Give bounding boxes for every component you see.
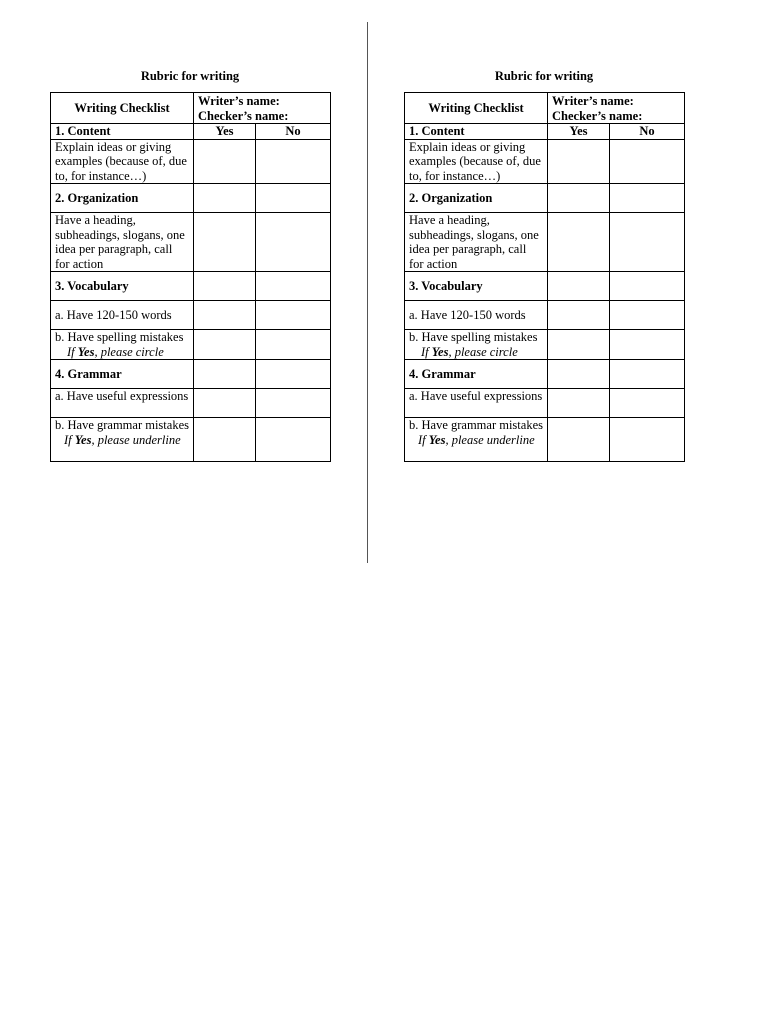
organization-heading: 2. Organization [405, 184, 548, 213]
names-cell[interactable] [194, 93, 331, 124]
no-check-cell[interactable] [256, 272, 331, 301]
yes-check-cell[interactable] [548, 389, 610, 418]
vocab-item-a-row [51, 301, 331, 330]
underline-instruction [55, 433, 189, 448]
writing-checklist-header: Writing Checklist [405, 93, 548, 124]
grammar-item-b-cell [51, 418, 194, 462]
yes-check-cell[interactable] [194, 418, 256, 462]
grammar-item-a-row [51, 389, 331, 418]
checker-name-label: Checker’s name: [552, 108, 643, 123]
yes-check-cell[interactable] [194, 184, 256, 213]
content-heading: 1. Content [51, 124, 194, 140]
organization-item-row [405, 213, 685, 272]
note-yes: Yes [431, 344, 449, 359]
yes-check-cell[interactable] [194, 301, 256, 330]
content-item-text: Explain ideas or giving examples (because of, due to, for instance…) [51, 139, 194, 184]
organization-item-text: Have a heading, subheadings, slogans, one idea per paragraph, call for action [51, 213, 194, 272]
organization-heading-row [405, 184, 685, 213]
grammar-item-b-row [405, 418, 685, 462]
no-check-cell[interactable] [610, 330, 685, 360]
yes-check-cell[interactable] [548, 184, 610, 213]
vocab-item-b-text: b. Have spelling mistakes [409, 330, 538, 344]
organization-item-row [51, 213, 331, 272]
no-check-cell[interactable] [256, 418, 331, 462]
vocabulary-heading-row [405, 272, 685, 301]
grammar-item-b-text: b. Have grammar mistakes [55, 418, 189, 432]
content-item-text: Explain ideas or giving examples (because of, due to, for instance…) [405, 139, 548, 184]
vocab-item-a-text: a. Have 120-150 words [51, 301, 194, 330]
yes-check-cell[interactable] [548, 301, 610, 330]
note-yes: Yes [74, 432, 92, 447]
vocab-item-b-cell [51, 330, 194, 360]
rubric-table [50, 92, 331, 462]
vocabulary-heading: 3. Vocabulary [405, 272, 548, 301]
vocabulary-heading: 3. Vocabulary [51, 272, 194, 301]
no-column-header: No [610, 124, 685, 140]
yes-check-cell[interactable] [194, 360, 256, 389]
header-row [51, 93, 331, 124]
organization-heading-row [51, 184, 331, 213]
yes-column-header: Yes [548, 124, 610, 140]
no-check-cell[interactable] [256, 330, 331, 360]
content-item-row [51, 139, 331, 184]
vocab-item-b-text: b. Have spelling mistakes [55, 330, 184, 344]
grammar-item-a-row [405, 389, 685, 418]
rubric-panel-left [50, 68, 330, 462]
content-item-row [405, 139, 685, 184]
writer-name-label: Writer’s name: [552, 94, 634, 108]
names-cell[interactable] [548, 93, 685, 124]
note-if: If [418, 432, 429, 447]
grammar-heading-row [51, 360, 331, 389]
no-check-cell[interactable] [610, 272, 685, 301]
note-if: If [64, 432, 75, 447]
no-check-cell[interactable] [610, 418, 685, 462]
rubric-title: Rubric for writing [140, 69, 240, 83]
note-if: If [421, 344, 432, 359]
vocab-item-b-row [405, 330, 685, 360]
note-rest: , please circle [448, 344, 518, 359]
yes-check-cell[interactable] [548, 418, 610, 462]
note-rest: , please underline [91, 432, 181, 447]
grammar-heading-row [405, 360, 685, 389]
no-check-cell[interactable] [610, 360, 685, 389]
yes-check-cell[interactable] [548, 360, 610, 389]
checker-name-label: Checker’s name: [198, 108, 289, 123]
yes-check-cell[interactable] [194, 139, 256, 184]
rubric-table [404, 92, 685, 462]
yes-check-cell[interactable] [548, 272, 610, 301]
yes-check-cell[interactable] [194, 330, 256, 360]
circle-instruction [55, 345, 189, 360]
content-heading-row [51, 124, 331, 140]
rubric-panel-right [404, 68, 684, 462]
center-divider-line [367, 22, 368, 563]
no-check-cell[interactable] [610, 301, 685, 330]
writer-name-label: Writer’s name: [198, 94, 280, 108]
grammar-item-b-text: b. Have grammar mistakes [409, 418, 543, 432]
yes-column-header: Yes [194, 124, 256, 140]
vocab-item-a-text: a. Have 120-150 words [405, 301, 548, 330]
no-column-header: No [256, 124, 331, 140]
no-check-cell[interactable] [610, 213, 685, 272]
note-rest: , please underline [445, 432, 535, 447]
no-check-cell[interactable] [256, 360, 331, 389]
no-check-cell[interactable] [610, 139, 685, 184]
yes-check-cell[interactable] [548, 330, 610, 360]
grammar-item-b-cell [405, 418, 548, 462]
vocab-item-b-row [51, 330, 331, 360]
yes-check-cell[interactable] [194, 213, 256, 272]
content-heading-row [405, 124, 685, 140]
underline-instruction [409, 433, 543, 448]
vocabulary-heading-row [51, 272, 331, 301]
content-heading: 1. Content [405, 124, 548, 140]
no-check-cell[interactable] [256, 139, 331, 184]
no-check-cell[interactable] [256, 389, 331, 418]
no-check-cell[interactable] [610, 184, 685, 213]
vocab-item-a-row [405, 301, 685, 330]
no-check-cell[interactable] [256, 184, 331, 213]
writing-checklist-header: Writing Checklist [51, 93, 194, 124]
yes-check-cell[interactable] [194, 389, 256, 418]
header-row [405, 93, 685, 124]
circle-instruction [409, 345, 543, 360]
note-yes: Yes [77, 344, 95, 359]
note-rest: , please circle [94, 344, 164, 359]
no-check-cell[interactable] [610, 389, 685, 418]
no-check-cell[interactable] [256, 301, 331, 330]
grammar-item-b-row [51, 418, 331, 462]
grammar-item-a-text: a. Have useful expressions [405, 389, 548, 418]
vocab-item-b-cell [405, 330, 548, 360]
yes-check-cell[interactable] [548, 213, 610, 272]
note-yes: Yes [428, 432, 446, 447]
rubric-title: Rubric for writing [494, 69, 594, 83]
grammar-heading: 4. Grammar [51, 360, 194, 389]
grammar-heading: 4. Grammar [405, 360, 548, 389]
no-check-cell[interactable] [256, 213, 331, 272]
grammar-item-a-text: a. Have useful expressions [51, 389, 194, 418]
yes-check-cell[interactable] [548, 139, 610, 184]
yes-check-cell[interactable] [194, 272, 256, 301]
organization-heading: 2. Organization [51, 184, 194, 213]
note-if: If [67, 344, 78, 359]
organization-item-text: Have a heading, subheadings, slogans, one idea per paragraph, call for action [405, 213, 548, 272]
